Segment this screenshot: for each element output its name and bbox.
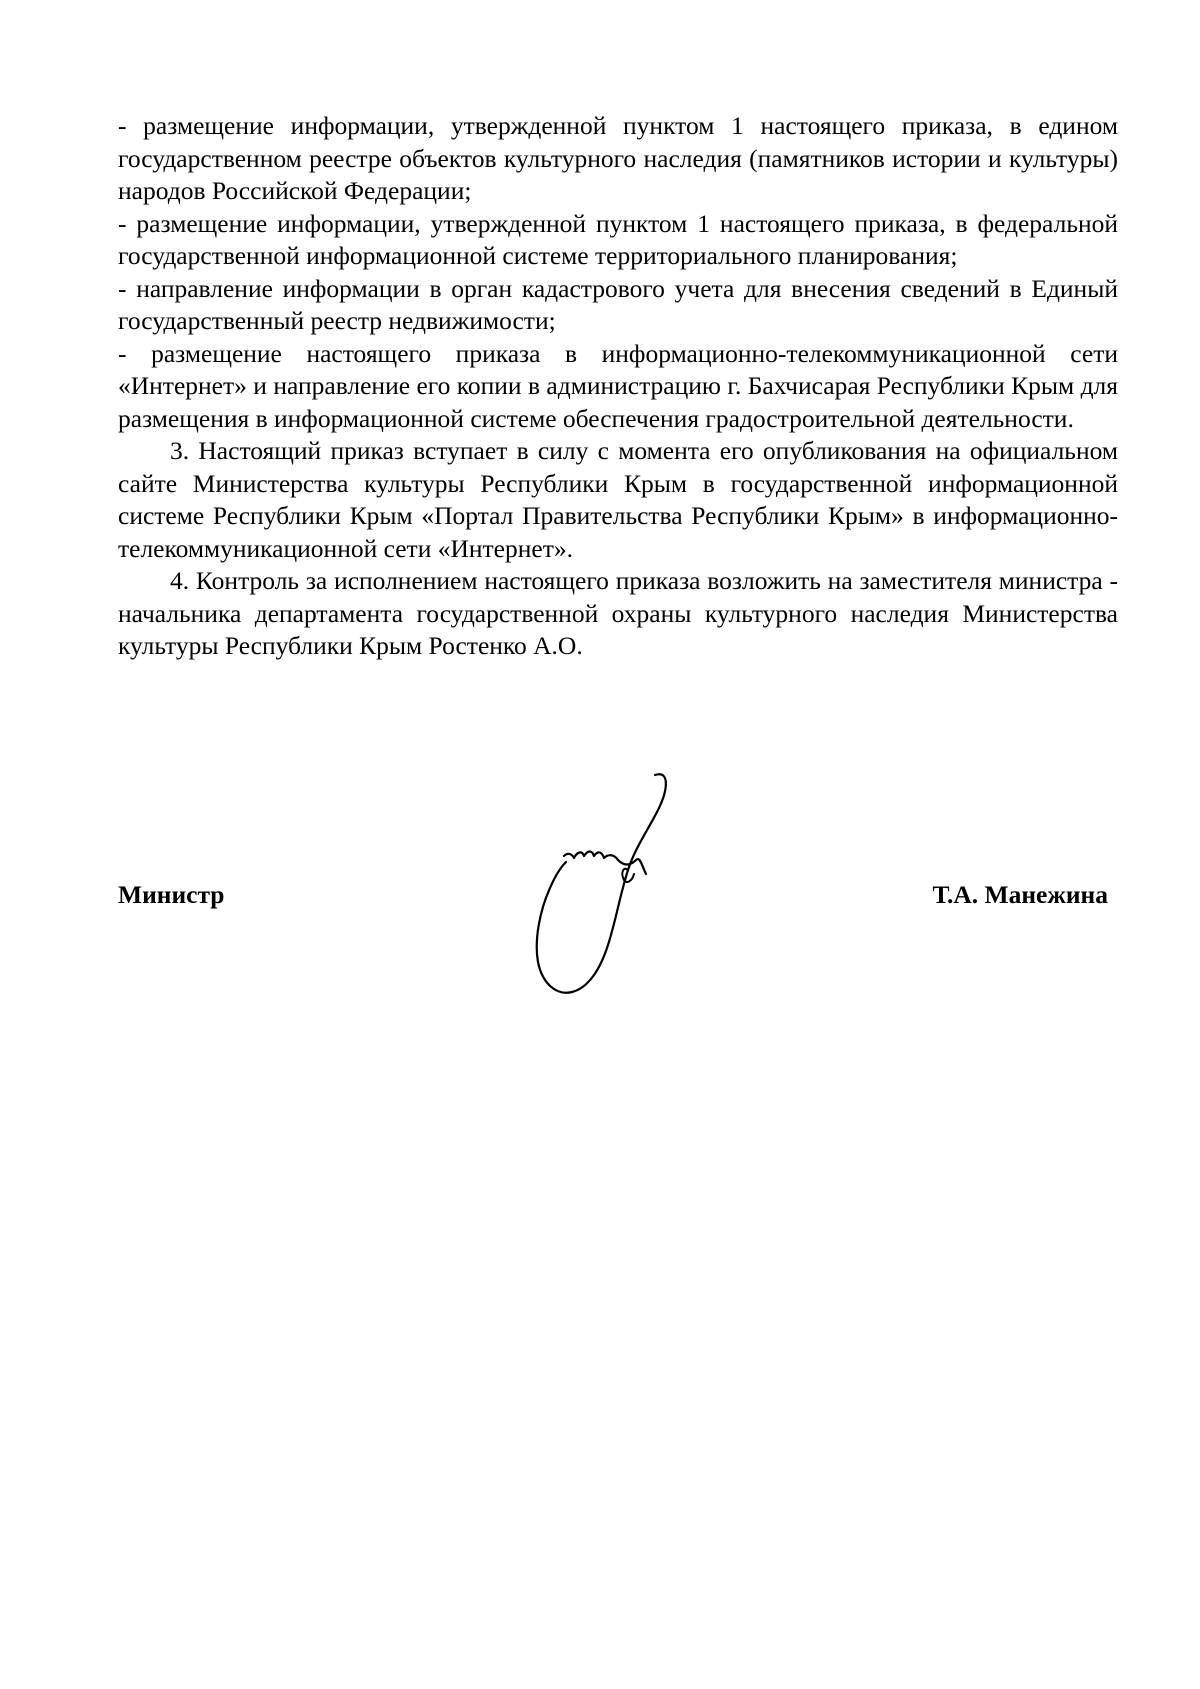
handwritten-signature-icon — [520, 770, 720, 1010]
paragraph-registry-entry: - размещение информации, утвержденной пунктом 1 настоящего приказа, в едином государственном реестре объектов культурного наследия (памятников истории и культуры) народов Российской Федерации; — [118, 111, 1118, 205]
paragraph-item-3: 3. Настоящий приказ вступает в силу с момента его опубликования на официальном сайте Министерства культуры Республики Крым в государственной информационной системе Республики Крым «Портал Правительства Республики Крым» в информационно-телекоммуникационной сети «Интернет». — [118, 436, 1118, 563]
paragraph-cadastral: - направление информации в орган кадастрового учета для внесения сведений в Единый государственный реестр недвижимости; — [118, 273, 1118, 335]
signatory-name: Т.А. Манежина — [932, 880, 1108, 909]
paragraph-item-4: 4. Контроль за исполнением настоящего приказа возложить на заместителя министра - начальника департамента государственной охраны культурного наследия Министерства культуры Республики Крым Ростенко А.О. — [118, 566, 1118, 660]
paragraph-planning-system: - размещение информации, утвержденной пунктом 1 настоящего приказа, в федеральной государственной информационной системе территориального планирования; — [118, 208, 1118, 270]
signatory-title: Министр — [118, 880, 225, 909]
paragraph-internet-publication: - размещение настоящего приказа в информационно-телекоммуникационной сети «Интернет» и направление его копии в администрацию г. Бахчисарая Республики Крым для размещения в информационной системе обеспечения градостроительной деятельности. — [118, 338, 1118, 433]
document-body — [118, 110, 1118, 663]
